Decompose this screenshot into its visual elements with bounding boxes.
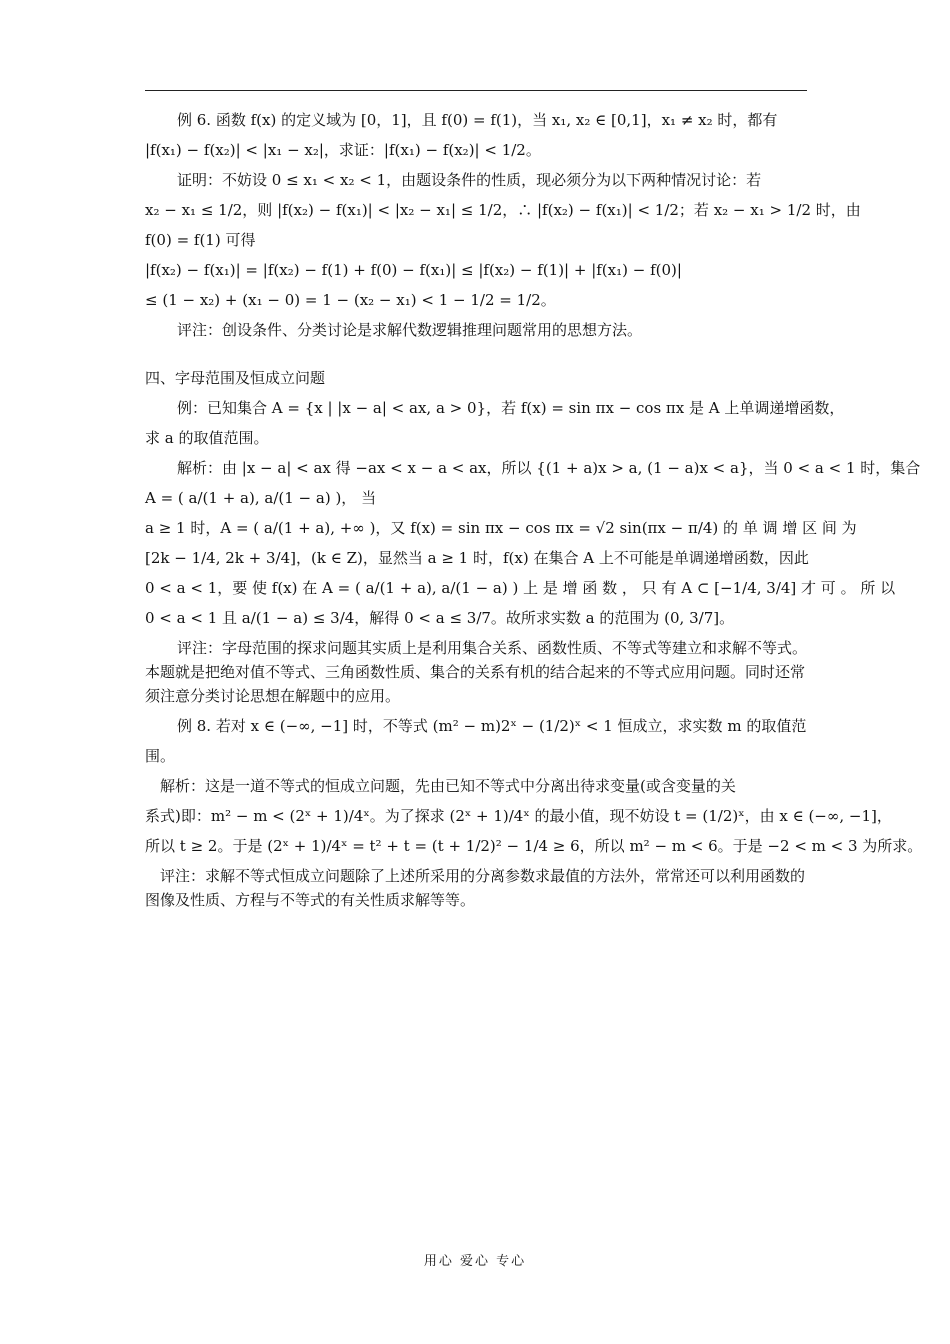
page-footer: 用心 爱心 专心 <box>423 1254 527 1269</box>
example-8-comment: 评注：求解不等式恒成立问题除了上述所采用的分离参数求最值的方法外，常常还可以利用函数的图像及性质、方程与不等式的有关性质求解等等。 <box>145 867 806 909</box>
section-4-solution-line-5: 0 < a < 1，要 使 f(x) 在 A = ( a/(1 + a), a/(1 − a) ) 上 是 增 函 数 ， 只 有 A ⊂ [−1/4, 3/4] 才 可 。 所 以 <box>145 579 896 597</box>
example-6-proof-line-2: x₂ − x₁ ≤ 1/2，则 |f(x₂) − f(x₁)| < |x₂ − x₁| ≤ 1/2，∴ |f(x₂) − f(x₁)| < 1/2；若 x₂ − x₁ > 1/2 时，由 <box>145 201 861 219</box>
section-4-solution-line-4: [2k − 1/4, 2k + 3/4]，(k ∈ Z)，显然当 a ≥ 1 时，f(x) 在集合 A 上不可能是单调递增函数，因此 <box>145 549 809 567</box>
example-6-proof-line-1: 证明：不妨设 0 ≤ x₁ < x₂ < 1，由题设条件的性质，现必须分为以下两种情况讨论：若 <box>177 171 762 189</box>
spacer <box>145 348 807 366</box>
section-4-example-line-1: 例：已知集合 A = {x | |x − a| < ax, a > 0}，若 f(x) = sin πx − cos πx 是 A 上单调递增函数， <box>177 399 845 417</box>
example-8-solution-line-2: 系式)即：m² − m < (2ˣ + 1)/4ˣ。为了探求 (2ˣ + 1)/4ˣ 的最小值，现不妨设 t = (1/2)ˣ，由 x ∈ (−∞, −1]， <box>145 807 892 825</box>
example-8-statement-line-1: 例 8. 若对 x ∈ (−∞, −1] 时，不等式 (m² − m)2ˣ − (1/2)ˣ < 1 恒成立，求实数 m 的取值范 <box>177 717 807 735</box>
section-4-comment: 评注：字母范围的探求问题其实质上是利用集合关系、函数性质、不等式等建立和求解不等式。本题就是把绝对值不等式、三角函数性质、集合的关系有机的结合起来的不等式应用问题。同时还常须注意分类讨论思想在解题中的应用。 <box>145 639 808 705</box>
example-6-statement-line-2: |f(x₁) − f(x₂)| < |x₁ − x₂|，求证：|f(x₁) − f(x₂)| < 1/2。 <box>145 141 541 159</box>
section-4-solution-line-6: 0 < a < 1 且 a/(1 − a) ≤ 3/4，解得 0 < a ≤ 3/7。故所求实数 a 的范围为 (0, 3/7]。 <box>145 609 735 627</box>
example-8-solution-line-3: 所以 t ≥ 2。于是 (2ˣ + 1)/4ˣ = t² + t = (t + 1/2)² − 1/4 ≥ 6，所以 m² − m < 6。于是 −2 < m < 3 为所求。 <box>145 837 923 855</box>
example-8-solution-line-1: 解析：这是一道不等式的恒成立问题，先由已知不等式中分离出待求变量(或含变量的关 <box>160 777 736 795</box>
example-6-proof-line-3: f(0) = f(1) 可得 <box>145 231 256 249</box>
document-body <box>145 108 923 918</box>
example-6-proof-line-5: ≤ (1 − x₂) + (x₁ − 0) = 1 − (x₂ − x₁) < 1 − 1/2 = 1/2。 <box>145 291 556 309</box>
example-8-statement-line-2: 围。 <box>145 747 176 765</box>
header-rule <box>145 90 807 91</box>
example-6-proof-line-4: |f(x₂) − f(x₁)| = |f(x₂) − f(1) + f(0) − f(x₁)| ≤ |f(x₂) − f(1)| + |f(x₁) − f(0)| <box>145 261 682 279</box>
section-4-solution-line-3: a ≥ 1 时，A = ( a/(1 + a), +∞ )，又 f(x) = sin πx − cos πx = √2 sin(πx − π/4) 的 单 调 增 区 间 为 <box>145 519 857 537</box>
section-4-solution-line-2: A = ( a/(1 + a), a/(1 − a) )， 当 <box>145 489 377 507</box>
section-4-heading: 四、字母范围及恒成立问题 <box>145 369 326 387</box>
section-4-example-line-2: 求 a 的取值范围。 <box>145 429 269 447</box>
example-6-comment: 评注：创设条件、分类讨论是求解代数逻辑推理问题常用的思想方法。 <box>177 321 643 339</box>
section-4-solution-line-1: 解析：由 |x − a| < ax 得 −ax < x − a < ax，所以 {(1 + a)x > a, (1 − a)x < a}，当 0 < a < 1 时，集合 <box>177 459 921 477</box>
example-6-statement-line-1: 例 6. 函数 f(x) 的定义域为 [0，1]，且 f(0) = f(1)，当 x₁, x₂ ∈ [0,1]，x₁ ≠ x₂ 时，都有 <box>177 111 778 129</box>
